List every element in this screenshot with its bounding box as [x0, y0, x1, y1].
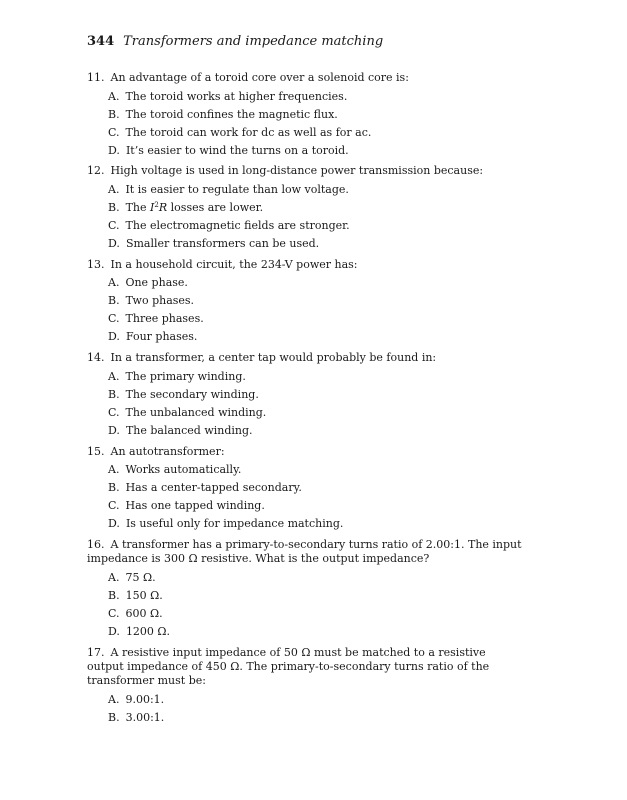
option-letter: D.	[108, 237, 120, 250]
option-15d	[108, 517, 343, 531]
option-17a	[108, 693, 164, 707]
question-text: An autotransformer:	[110, 445, 225, 458]
superscript-2: 2	[154, 201, 159, 209]
chapter-title: Transformers and impedance matching	[123, 34, 384, 49]
question-text: In a household circuit, the 234-V power has:	[110, 258, 358, 271]
question-text: An advantage of a toroid core over a solenoid core is:	[110, 71, 409, 84]
option-text: The toroid works at higher frequencies.	[125, 90, 348, 103]
option-15b	[108, 481, 302, 495]
option-13c	[108, 312, 204, 326]
option-letter: B.	[108, 481, 120, 494]
option-text: 3.00:1.	[125, 711, 165, 724]
question-number: 16.	[87, 538, 105, 551]
question-11	[87, 71, 523, 85]
option-text: Two phases.	[125, 294, 195, 307]
option-letter: A.	[108, 90, 120, 103]
option-14d	[108, 424, 253, 438]
option-16a	[108, 571, 156, 585]
option-text: The primary winding.	[125, 370, 246, 383]
option-13b	[108, 294, 194, 308]
question-number: 17.	[87, 646, 105, 659]
option-letter: D.	[108, 517, 120, 530]
page-number: 344	[87, 34, 115, 49]
option-14c	[108, 406, 266, 420]
option-text: It is easier to regulate than low voltage.	[125, 183, 349, 196]
option-letter: D.	[108, 330, 120, 343]
question-number: 13.	[87, 258, 105, 271]
option-11a	[108, 90, 347, 104]
option-letter: B.	[108, 294, 120, 307]
option-text: 9.00:1.	[125, 693, 165, 706]
option-letter: D.	[108, 625, 120, 638]
option-letter: B.	[108, 201, 120, 214]
option-letter: A.	[108, 463, 120, 476]
option-text: 600 Ω.	[125, 607, 163, 620]
option-text: It’s easier to wind the turns on a toroid.	[125, 144, 349, 157]
option-11c	[108, 126, 371, 140]
option-letter: C.	[108, 312, 120, 325]
option-text: The toroid can work for dc as well as for ac.	[125, 126, 372, 139]
option-letter: C.	[108, 406, 120, 419]
option-text-pre: The	[125, 201, 151, 214]
option-15c	[108, 499, 265, 513]
option-letter: B.	[108, 388, 120, 401]
option-letter: A.	[108, 183, 120, 196]
option-letter: C.	[108, 607, 120, 620]
option-text: The unbalanced winding.	[125, 406, 267, 419]
option-letter: A.	[108, 370, 120, 383]
question-17	[87, 646, 523, 688]
option-text: Has a center-tapped secondary.	[125, 481, 302, 494]
option-text: Smaller transformers can be used.	[125, 237, 320, 250]
option-text: Works automatically.	[125, 463, 242, 476]
option-14b	[108, 388, 259, 402]
option-14a	[108, 370, 246, 384]
option-letter: A.	[108, 571, 120, 584]
option-text-post: losses are lower.	[167, 201, 264, 214]
option-text: Four phases.	[125, 330, 198, 343]
variable-i: I	[150, 201, 155, 214]
option-text: The secondary winding.	[125, 388, 259, 401]
option-16b	[108, 589, 163, 603]
option-text: The electromagnetic fields are stronger.	[125, 219, 350, 232]
question-text: A resistive input impedance of 50 Ω must be matched to a resistive output impedance of 450 Ω. The primary-to-secondary turns ratio of the transformer must be:	[87, 646, 490, 687]
option-text: Three phases.	[125, 312, 204, 325]
question-15	[87, 445, 523, 459]
option-12d	[108, 237, 319, 251]
option-11d	[108, 144, 349, 158]
option-letter: A.	[108, 276, 120, 289]
question-number: 14.	[87, 351, 105, 364]
question-text: In a transformer, a center tap would probably be found in:	[110, 351, 437, 364]
option-letter: D.	[108, 144, 120, 157]
question-text: A transformer has a primary-to-secondary turns ratio of 2.00:1. The input impedance is 300 Ω resistive. What is the output impedance?	[87, 538, 522, 565]
page-header	[87, 34, 383, 49]
question-text: High voltage is used in long-distance power transmission because:	[110, 164, 484, 177]
option-text: One phase.	[125, 276, 188, 289]
question-13	[87, 258, 523, 272]
question-12	[87, 164, 523, 178]
question-16	[87, 538, 523, 566]
option-letter: B.	[108, 711, 120, 724]
option-text: The toroid confines the magnetic flux.	[125, 108, 338, 121]
option-13a	[108, 276, 188, 290]
option-text: 1200 Ω.	[125, 625, 171, 638]
option-letter: C.	[108, 499, 120, 512]
option-letter: B.	[108, 589, 120, 602]
option-text: Has one tapped winding.	[125, 499, 265, 512]
option-letter: C.	[108, 219, 120, 232]
option-letter: D.	[108, 424, 120, 437]
option-13d	[108, 330, 197, 344]
option-12c	[108, 219, 350, 233]
question-number: 12.	[87, 164, 105, 177]
question-14	[87, 351, 523, 365]
option-12b	[108, 201, 263, 215]
option-letter: C.	[108, 126, 120, 139]
option-text: 150 Ω.	[125, 589, 163, 602]
option-letter: B.	[108, 108, 120, 121]
question-number: 11.	[87, 71, 105, 84]
option-12a	[108, 183, 349, 197]
option-15a	[108, 463, 241, 477]
option-11b	[108, 108, 338, 122]
variable-r: R	[158, 201, 168, 214]
option-text: Is useful only for impedance matching.	[125, 517, 344, 530]
option-16c	[108, 607, 163, 621]
option-letter: A.	[108, 693, 120, 706]
option-text: 75 Ω.	[125, 571, 156, 584]
option-text: The balanced winding.	[125, 424, 253, 437]
option-16d	[108, 625, 170, 639]
question-number: 15.	[87, 445, 105, 458]
option-17b	[108, 711, 164, 725]
